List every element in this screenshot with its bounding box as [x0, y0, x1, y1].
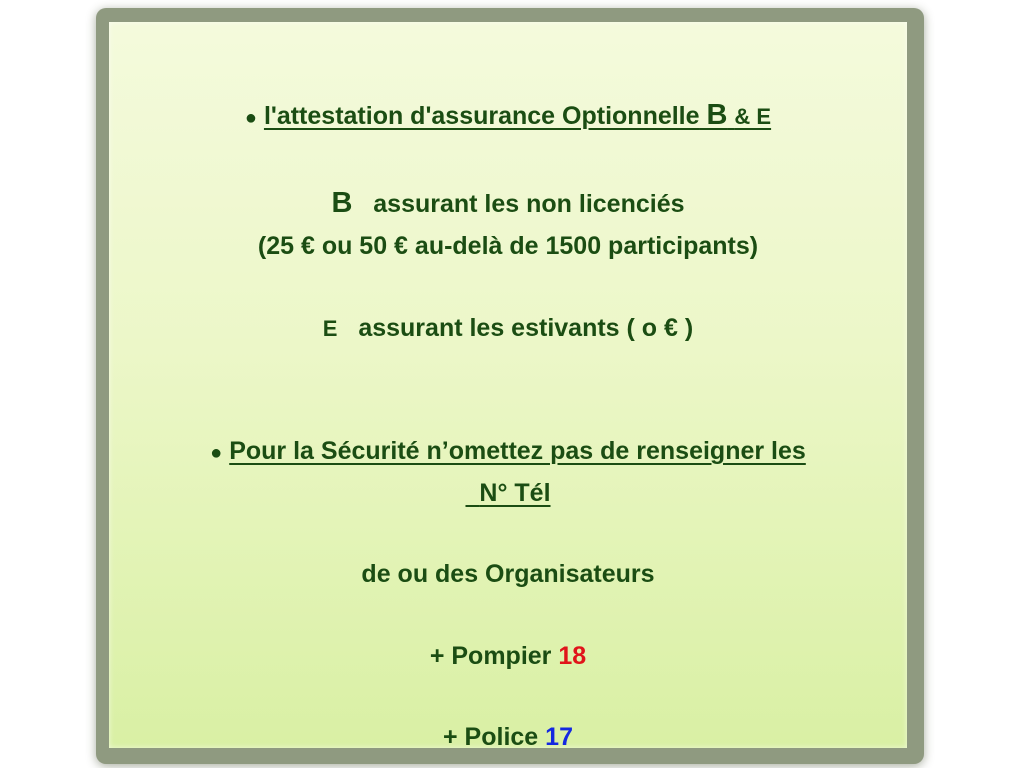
option-b-text: assurant les non licenciés [373, 190, 685, 218]
option-e-text: assurant les estivants ( o € ) [358, 314, 694, 342]
phone-label-line [109, 478, 907, 508]
security-heading-text: Pour la Sécurité n’omettez pas de renseigner les [229, 437, 806, 465]
security-heading [109, 436, 907, 468]
police-label: + Police [443, 723, 539, 751]
firefighter-label: + Pompier [429, 642, 552, 670]
phone-label: N° Tél [479, 479, 551, 507]
police-line [109, 722, 907, 752]
bullet-icon: ● [210, 442, 223, 464]
option-e-line [109, 313, 907, 344]
option-b-letter: B [331, 187, 353, 219]
bullet-icon: ● [244, 107, 257, 129]
slide-content [109, 22, 907, 751]
option-e-letter: E [322, 316, 338, 341]
insurance-heading [109, 100, 907, 133]
firefighter-number: 18 [558, 642, 587, 670]
organisers-line: de ou des Organisateurs [361, 560, 655, 588]
insurance-heading-text: l'attestation d'assurance Optionnelle B & E [263, 99, 772, 131]
option-b-line [109, 188, 907, 219]
firefighter-line [109, 641, 907, 671]
option-b-price: (25 € ou 50 € au-delà de 1500 participants) [257, 232, 759, 260]
police-number: 17 [545, 723, 573, 751]
